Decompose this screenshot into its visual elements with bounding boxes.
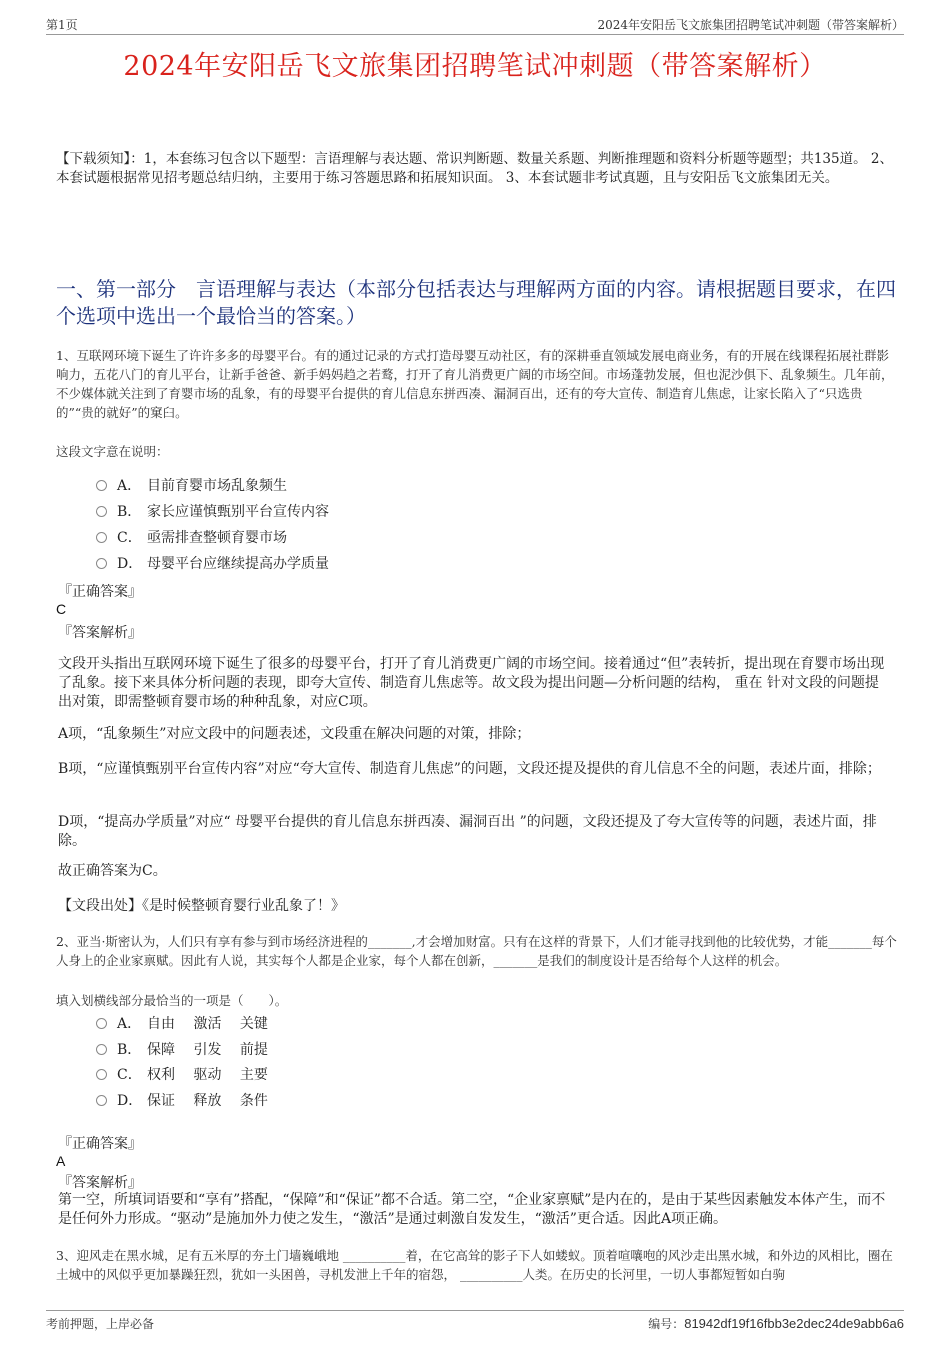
radio-icon[interactable] — [96, 558, 107, 569]
q1-analysis-p4: D项，“提高办学质量”对应“ 母婴平台提供的育儿信息东拼西凑、漏洞百出 ”的问题，文段还提及了夸大宣传等的问题，表述片面，排除。 — [58, 814, 877, 849]
radio-icon[interactable] — [96, 1095, 107, 1106]
question-2-text: 2、亚当·斯密认为，人们只有享有参与到市场经济进程的_______,才会增加财富。只有在这样的背景下，人们才能寻找到他的比较优势，才能_______每个人身上的企业家禀赋。因此有人说，其实每个人都是企业家，每个人都在创新，_______是我们的制度设计是否给每个人这样的机会。 — [56, 934, 897, 968]
page-header — [46, 14, 904, 35]
q1-option-c[interactable]: C． 亟需排查整顿育婴市场 — [96, 527, 287, 549]
radio-icon[interactable] — [96, 506, 107, 517]
radio-icon[interactable] — [96, 1069, 107, 1080]
q2-analysis-label: 『答案解析』 — [58, 1175, 142, 1191]
question-1-text: 1、互联网环境下诞生了许许多多的母婴平台。有的通过记录的方式打造母婴互动社区，有的深耕垂直领域发展电商业务，有的开展在线课程拓展社群影响力，五花八门的育儿平台，让新手爸爸、新手妈妈趋之若鹜，打开了育儿消费更广阔的市场空间。市场蓬勃发展，但也泥沙俱下、乱象频生。几年前，不少媒体就关注到了育婴市场的乱象，有的母婴平台提供的育儿信息东拼西凑、漏洞百出，还有的夸大宣传、制造育儿焦虑，让家长陷入了“只选贵的”“贵的就好”的窠臼。 — [56, 348, 894, 420]
question-2-stem: 填入划横线部分最恰当的一项是（ ）。 — [56, 993, 288, 1008]
q2-option-a[interactable]: A． 自由 激活 关键 — [96, 1013, 268, 1035]
q2-answer-label: 『正确答案』 — [58, 1136, 142, 1152]
q2-answer: A — [56, 1153, 66, 1169]
q1-analysis-p3: B项，“应谨慎甄别平台宣传内容”对应“夸大宣传、制造育儿焦虑”的问题，文段还提及提供的育儿信息不全的问题，表述片面，排除； — [58, 761, 881, 777]
radio-icon[interactable] — [96, 1044, 107, 1055]
q2-option-c[interactable]: C． 权利 驱动 主要 — [96, 1064, 268, 1086]
q1-answer: C — [56, 601, 67, 617]
q2-option-d[interactable]: D． 保证 释放 条件 — [96, 1090, 268, 1112]
q1-analysis-p1: 文段开头指出互联网环境下诞生了很多的母婴平台，打开了育儿消费更广阔的市场空间。接着通过“但”表转折，提出现在育婴市场出现了乱象。接下来具体分析问题的表现，即夸大宣传、制造育儿焦虑等。故文段为提出问题—分析问题的结构， 重在 针对文段的问题提出对策，即需整顿育婴市场的种种乱象，对应C项。 — [58, 656, 885, 710]
radio-icon[interactable] — [96, 480, 107, 491]
q1-option-a[interactable]: A． 目前育婴市场乱象频生 — [96, 475, 287, 497]
q1-analysis-p2: A项，“乱象频生”对应文段中的问题表述，文段重在解决问题的对策，排除； — [58, 726, 531, 742]
download-notice: 【下载须知】：1，本套练习包含以下题型：言语理解与表达题、常识判断题、数量关系题、判断推理题和资料分析题等题型；共135道。 2、本套试题根据常见招考题总结归纳，主要用于练习答题思路和拓展知识面。 3、本套试题非考试真题，且与安阳岳飞文旅集团无关。 — [56, 151, 893, 186]
page-title: 2024年安阳岳飞文旅集团招聘笔试冲刺题（带答案解析） — [123, 51, 827, 82]
header-doc-title: 2024年安阳岳飞文旅集团招聘笔试冲刺题（带答案解析） — [597, 18, 904, 32]
q1-analysis-p5: 故正确答案为C。 — [58, 863, 167, 879]
q2-option-b[interactable]: B． 保障 引发 前提 — [96, 1039, 268, 1061]
question-3-text: 3、迎风走在黑水城，足有五米厚的夯土门墙巍峨地 __________着，在它高耸的影子下人如蝼蚁。顶着喧嚷咆的风沙走出黑水城，和外边的风相比，圈在土城中的风似乎更加暴躁狂烈，犹如一头困兽，寻机发泄上千年的宿怨， __________人类。在历史的长河里，一切人事都短暂如白驹 — [56, 1248, 893, 1282]
footer-slogan: 考前押题，上岸必备 — [46, 1317, 155, 1331]
q1-answer-label: 『正确答案』 — [58, 584, 142, 600]
q1-option-b[interactable]: B． 家长应谨慎甄别平台宣传内容 — [96, 501, 329, 523]
q1-analysis-label: 『答案解析』 — [58, 625, 142, 641]
section-title: 一、第一部分 言语理解与表达（本部分包括表达与理解两方面的内容。请根据题目要求，在四个选项中选出一个最恰当的答案。） — [56, 277, 896, 328]
footer-code: 编号：81942df19f16fbb3e2dec24de9abb6a6 — [648, 1316, 904, 1331]
q1-source: 【文段出处】《是时候整顿育婴行业乱象了！》 — [58, 898, 345, 914]
page-number: 第1页 — [46, 18, 78, 32]
q2-analysis: 第一空，所填词语要和“享有”搭配，“保障”和“保证”都不合适。第二空，“企业家禀赋”是内在的，是由于某些因素触发本体产生，而不是任何外力形成。“驱动”是施加外力使之发生，“激活”是通过刺激自发发生，“激活”更合适。因此A项正确。 — [58, 1192, 886, 1227]
q1-option-d[interactable]: D． 母婴平台应继续提高办学质量 — [96, 553, 329, 575]
page-footer — [46, 1310, 904, 1335]
radio-icon[interactable] — [96, 1018, 107, 1029]
question-1-stem: 这段文字意在说明： — [56, 444, 169, 459]
radio-icon[interactable] — [96, 532, 107, 543]
